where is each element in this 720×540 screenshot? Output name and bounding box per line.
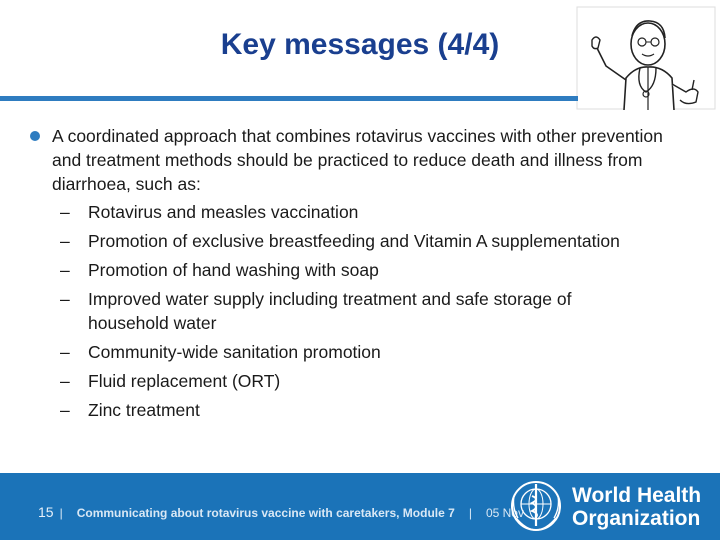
list-item [30,398,648,422]
list-item-text: Promotion of hand washing with soap [88,260,379,280]
doctor-illustration [576,6,716,110]
dash-marker: – [60,400,70,420]
bullet-dot [30,131,40,141]
page-number: 15 [38,504,54,520]
list-item-text: Rotavirus and measles vaccination [88,202,359,222]
module-title: Communicating about rotavirus vaccine with caretakers, Module 7 [76,506,455,520]
list-item [30,200,648,224]
slide-title: Key messages (4/4) [220,28,500,61]
list-item-text: Promotion of exclusive breastfeeding and Vitamin A supplementation [88,231,620,251]
footer-date: 05 Nov [485,506,524,520]
main-bullet [30,124,690,196]
dash-marker: – [60,231,70,251]
dash-marker: – [60,371,70,391]
sub-bullet-list [30,200,690,422]
footer-separator: | [59,506,63,520]
title-divider [0,96,578,101]
footer-separator: | [468,506,472,520]
org-name-line-2: Organization [572,507,701,530]
list-item-text: Improved water supply including treatment and safe storage of household water [88,289,572,333]
list-item [30,258,648,282]
dash-marker: – [60,289,70,309]
footer-caption [38,504,524,520]
list-item [30,369,648,393]
dash-marker: – [60,260,70,280]
list-item-text: Fluid replacement (ORT) [88,371,281,391]
list-item [30,229,648,253]
list-item [30,340,648,364]
org-name [572,484,701,530]
list-item [30,287,648,335]
list-item-text: Zinc treatment [88,400,200,420]
main-bullet-text: A coordinated approach that combines rotavirus vaccines with other prevention and treatment methods should be practiced to reduce death and illness from diarrhoea, such as: [52,126,663,194]
dash-marker: – [60,342,70,362]
dash-marker: – [60,202,70,222]
content-body [30,124,690,422]
org-name-line-1: World Health [572,484,702,507]
list-item-text: Community-wide sanitation promotion [88,342,381,362]
